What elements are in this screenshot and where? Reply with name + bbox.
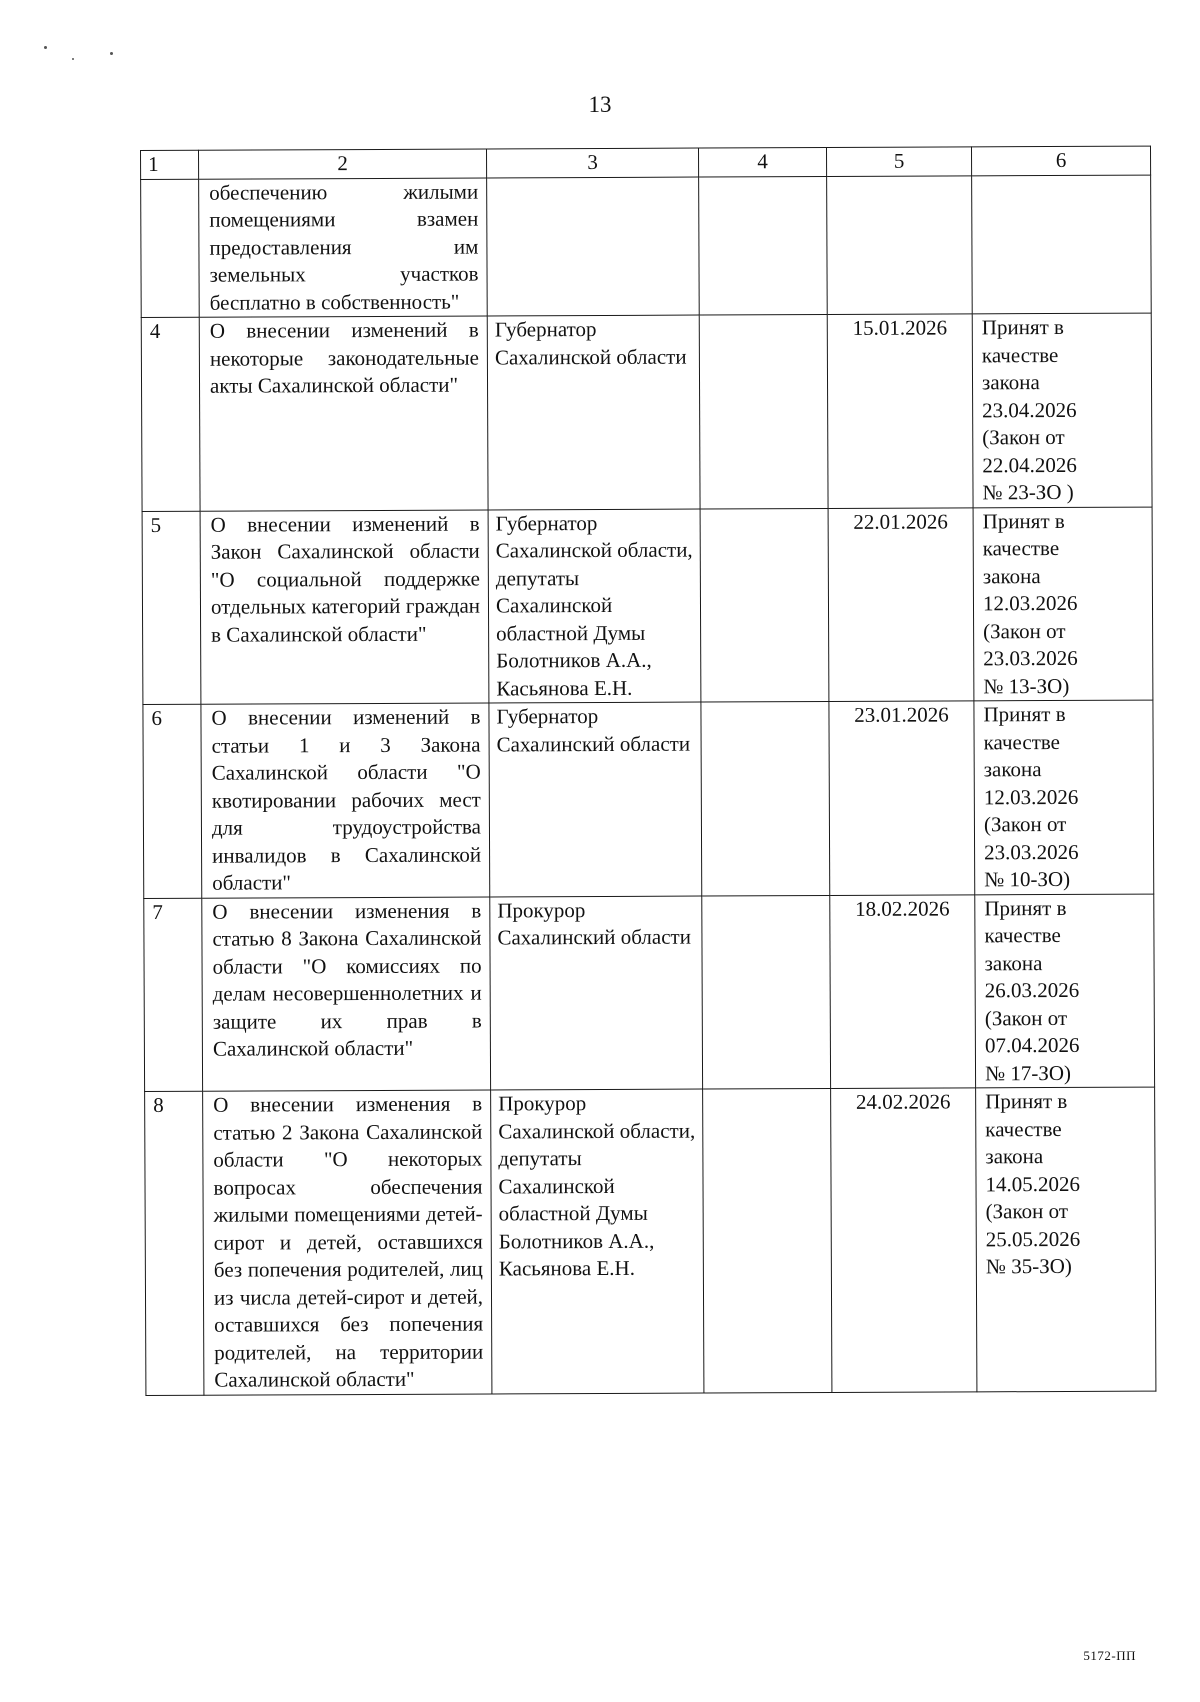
empty-column-cell — [701, 701, 830, 895]
bill-title-cell: О внесении изменения в статью 2 Закона Сахалинской области "О некоторых вопросах обеспечения жилыми помещениями детей-сирот и детей, оставшихся без попечения родителей, лиц из числа детей-сирот и детей, оставшихся без попечения родителей, на территории Сахалинской области" — [203, 1090, 492, 1395]
row-number-cell: 7 — [144, 898, 203, 1092]
bill-title-cell: О внесении изменений в Закон Сахалинской области "О социальной поддержке отдельных категорий граждан в Сахалинской области" — [200, 509, 489, 704]
column-header: 6 — [971, 146, 1150, 175]
status-line: 22.04.2026 — [982, 452, 1077, 477]
table-header-row — [141, 146, 1151, 179]
status-cell — [973, 507, 1153, 701]
row-number-cell: 5 — [142, 511, 201, 705]
status-line: 25.05.2026 — [985, 1226, 1081, 1251]
initiator-cell — [487, 177, 700, 316]
initiator-cell: Губернатор Сахалинский области — [489, 702, 702, 896]
empty-column-cell — [703, 1088, 832, 1392]
empty-column-cell — [699, 315, 828, 509]
status-line: 23.04.2026 — [982, 397, 1077, 422]
status-line: Принят в — [984, 895, 1067, 920]
table-row — [141, 175, 1152, 318]
column-header: 4 — [698, 148, 826, 177]
status-line: Принят в — [983, 701, 1066, 727]
column-header: 1 — [141, 150, 199, 179]
status-line: качестве — [985, 1116, 1062, 1141]
status-cell — [972, 313, 1152, 507]
status-line: закона — [985, 1144, 1044, 1169]
status-cell — [972, 175, 1152, 314]
row-number-cell: 6 — [143, 704, 202, 898]
status-line: качестве — [984, 922, 1061, 948]
status-line: (Закон от — [985, 1198, 1069, 1224]
bill-title-cell: О внесении изменений в статьи 1 и 3 Закона Сахалинской области "О квотировании рабочих мест для трудоустройства инвалидов в Сахалинской области" — [201, 703, 490, 898]
status-line: (Закон от — [983, 618, 1066, 643]
submission-date-cell: 18.02.2026 — [830, 894, 976, 1088]
empty-column-cell — [702, 895, 831, 1089]
status-line: № 23-ЗО ) — [982, 479, 1074, 505]
row-number-cell: 8 — [145, 1091, 204, 1395]
table-row — [143, 700, 1154, 898]
submission-date-cell — [827, 175, 973, 314]
bills-registry-table — [140, 146, 1156, 1396]
bill-title-cell: О внесении изменения в статью 8 Закона Сахалинской области "О комиссиях по делам несовершеннолетних и защите их прав в Сахалинской области" — [202, 896, 491, 1091]
status-line: 23.03.2026 — [984, 839, 1079, 864]
column-header: 3 — [486, 148, 698, 177]
status-line: качестве — [982, 535, 1060, 561]
status-cell — [976, 1087, 1156, 1391]
submission-date-cell: 15.01.2026 — [827, 314, 973, 508]
empty-column-cell — [700, 508, 829, 702]
status-line: (Закон от — [983, 811, 1067, 837]
status-line: Принят в — [982, 508, 1065, 533]
status-line: № 17-ЗО) — [984, 1060, 1072, 1085]
initiator-cell: Губернатор Сахалинской области — [487, 315, 700, 509]
status-line: закона — [983, 757, 1042, 782]
status-line: качестве — [983, 729, 1061, 754]
submission-date-cell: 24.02.2026 — [831, 1088, 977, 1392]
status-line: (Закон от — [984, 1005, 1068, 1030]
table-body — [141, 175, 1156, 1395]
status-line: (Закон от — [982, 424, 1065, 450]
scan-speck — [110, 52, 113, 55]
bill-title-cell: О внесении изменений в некоторые законодательные акты Сахалинской области" — [199, 316, 488, 511]
page-number: 13 — [588, 92, 612, 117]
initiator-cell: Губернатор Сахалинской области, депутаты Сахалинской областной Думы Болотников А.А., Касьянова Е.Н. — [488, 509, 701, 703]
initiator-cell: Прокурор Сахалинской области, депутаты Сахалинской областной Думы Болотников А.А., Касьянова Е.Н. — [491, 1089, 704, 1393]
status-line: закона — [982, 563, 1041, 588]
column-header: 5 — [826, 147, 971, 176]
status-line: 12.03.2026 — [982, 590, 1078, 616]
status-line: качестве — [981, 342, 1059, 367]
status-line: Принят в — [985, 1088, 1068, 1114]
column-header: 2 — [199, 149, 487, 179]
initiator-cell: Прокурор Сахалинский области — [490, 896, 703, 1090]
status-cell — [975, 894, 1155, 1088]
status-line: № 13-ЗО) — [983, 673, 1070, 698]
document-code: 5172-ПП — [1083, 1648, 1136, 1663]
status-line: 26.03.2026 — [984, 977, 1080, 1003]
status-line: закона — [981, 370, 1040, 395]
scan-speck — [44, 46, 47, 49]
status-line: 14.05.2026 — [985, 1171, 1081, 1196]
table-row — [145, 1087, 1156, 1395]
submission-date-cell: 23.01.2026 — [829, 701, 975, 895]
status-line: № 10-ЗО) — [984, 866, 1071, 892]
table-row — [141, 313, 1152, 511]
submission-date-cell: 22.01.2026 — [828, 507, 974, 701]
status-line: № 35-ЗО) — [985, 1253, 1072, 1279]
status-line: 12.03.2026 — [983, 784, 1079, 809]
empty-column-cell — [699, 176, 828, 315]
status-line: 23.03.2026 — [983, 645, 1078, 671]
status-line: закона — [984, 950, 1043, 975]
row-number-cell: 4 — [141, 317, 200, 511]
status-line: 07.04.2026 — [984, 1032, 1080, 1058]
table-row — [142, 507, 1153, 705]
status-line: Принят в — [981, 314, 1064, 340]
bill-title-cell: обеспечению жилыми помещениями взамен предоставления им земельных участков бесплатно в собственность" — [199, 177, 488, 317]
row-number-cell — [141, 179, 200, 318]
table-row — [144, 894, 1155, 1092]
scan-speck — [72, 58, 74, 60]
status-cell — [974, 700, 1154, 894]
